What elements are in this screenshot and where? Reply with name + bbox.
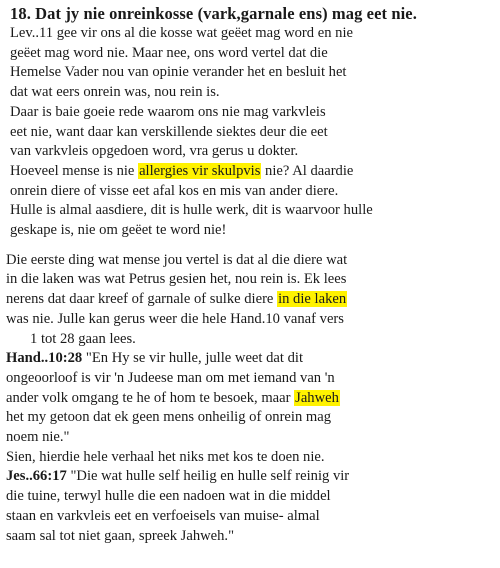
paragraph-1 bbox=[10, 24, 494, 241]
text-line: die tuine, terwyl hulle die een nadoen wat in die middel bbox=[6, 488, 331, 505]
text-line: in die laken was wat Petrus gesien het, nou rein is. Ek lees bbox=[6, 271, 347, 288]
text-fragment: "En Hy se vir hulle, julle weet dat dit bbox=[82, 350, 303, 367]
text-line: Daar is baie goeie rede waarom ons nie mag varkvleis bbox=[10, 103, 326, 120]
text-line: eet nie, want daar kan verskillende siektes deur die eet bbox=[10, 123, 328, 140]
text-line: het my getoon dat ek geen mens onheilig of onrein mag bbox=[6, 409, 332, 426]
text-line bbox=[6, 467, 494, 487]
text-line: geskape is, nie om geëet te word nie! bbox=[10, 222, 227, 239]
text-line bbox=[10, 162, 494, 182]
highlight-allergies: allergies vir skulpvis bbox=[139, 162, 261, 179]
text-line bbox=[6, 389, 494, 409]
text-line: van varkvleis opgedoen word, vra gerus u dokter. bbox=[10, 143, 299, 160]
text-line: staan en varkvleis eet en verfoeisels van muise- almal bbox=[6, 507, 320, 524]
text-line: Hulle is almal aasdiere, dit is hulle werk, dit is waarvoor hulle bbox=[10, 202, 373, 219]
text-line: was nie. Julle kan gerus weer die hele Hand.10 vanaf vers bbox=[6, 310, 344, 327]
paragraph-2 bbox=[6, 251, 494, 547]
highlight-jahweh: Jahweh bbox=[295, 389, 339, 406]
text-line: saam sal tot niet gaan, spreek Jahweh." bbox=[6, 527, 235, 544]
text-fragment: nerens dat daar kreef of garnale of sulke diere bbox=[6, 291, 278, 308]
text-fragment: nie? Al daardie bbox=[261, 162, 354, 179]
scripture-reference: Hand..10:28 bbox=[6, 350, 83, 367]
text-line: Die eerste ding wat mense jou vertel is dat al die diere wat bbox=[6, 251, 348, 268]
text-fragment: "Die wat hulle self heilig en hulle self reinig vir bbox=[66, 468, 350, 485]
text-line bbox=[6, 290, 494, 310]
text-line: onrein diere of visse eet afal kos en mis van ander diere. bbox=[10, 182, 339, 199]
text-fragment: ander volk omgang te he of hom te besoek, maar bbox=[6, 389, 295, 406]
highlight-in-die-laken: in die laken bbox=[278, 291, 347, 308]
text-line: geëet mag word nie. Maar nee, ons word vertel dat die bbox=[10, 44, 328, 61]
text-line: Sien, hierdie hele verhaal het niks met kos te doen nie. bbox=[6, 448, 325, 465]
text-fragment: Hoeveel mense is nie bbox=[10, 162, 139, 179]
text-line: 1 tot 28 gaan lees. bbox=[30, 330, 136, 347]
section-title: 18. Dat jy nie onreinkosse (vark,garnale ens) mag eet nie. bbox=[10, 4, 417, 23]
text-line: Lev..11 gee vir ons al die kosse wat geëet mag word en nie bbox=[10, 25, 353, 41]
text-line: noem nie." bbox=[6, 429, 70, 446]
text-line: ongeoorloof is vir 'n Judeese man om met iemand van 'n bbox=[6, 369, 335, 386]
paragraph-gap bbox=[6, 241, 494, 251]
text-line bbox=[6, 349, 494, 369]
text-line: dat wat eers onrein was, nou rein is. bbox=[10, 84, 220, 101]
scripture-reference: Jes..66:17 bbox=[6, 468, 67, 485]
text-line: Hemelse Vader nou van opinie verander het en besluit het bbox=[10, 64, 347, 81]
